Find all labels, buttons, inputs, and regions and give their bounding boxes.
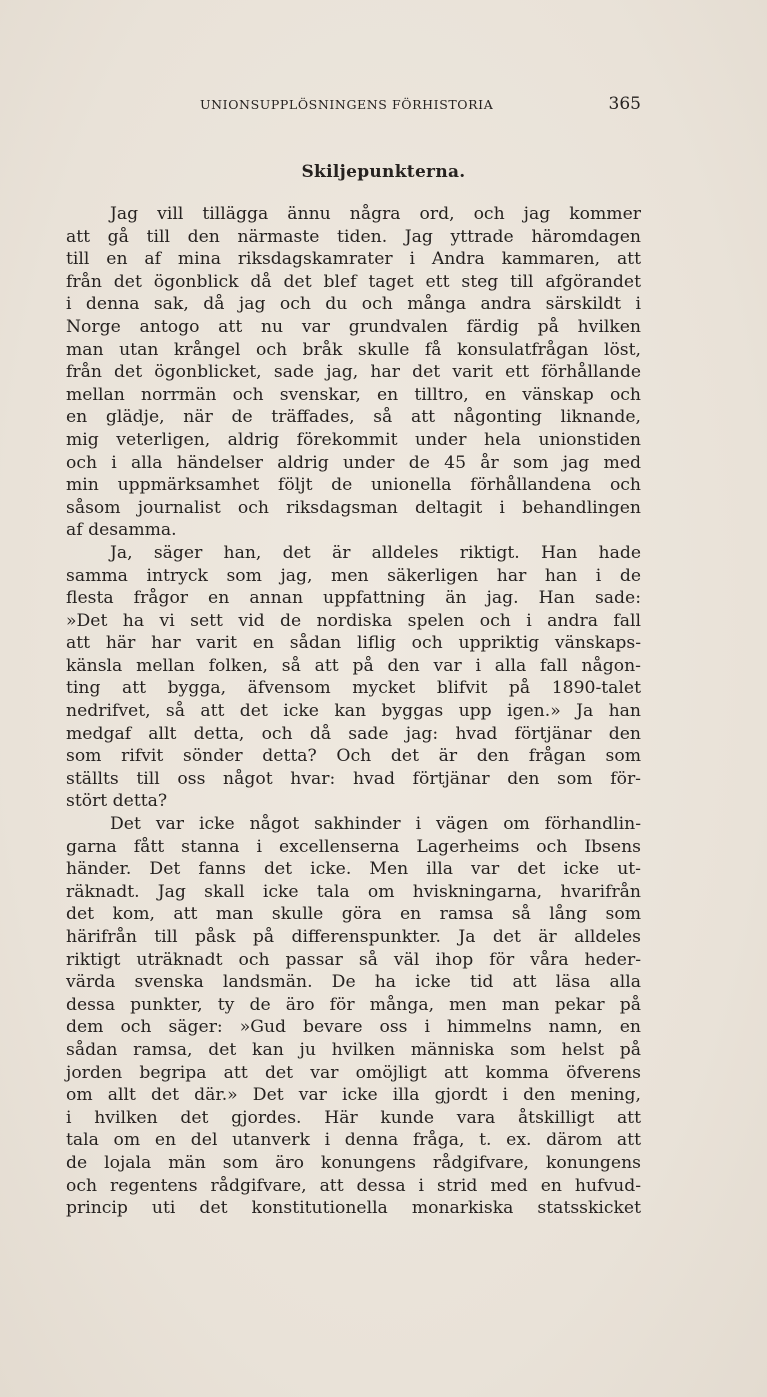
text-line: dessa punkter, ty de äro för många, men man pekar på [66,994,641,1015]
text-line: mellan norrmän och svenskar, en tilltro, en vänskap och [66,384,641,405]
text-line: af desamma. [66,520,177,541]
text-line: sådan ramsa, det kan ju hvilken människa som helst på [66,1039,641,1060]
text-line: att gå till den närmaste tiden. Jag yttrade häromdagen [66,226,641,247]
text-line: och regentens rådgifvare, att dessa i strid med en hufvud- [66,1175,641,1196]
running-head-title: UNIONSUPPLÖSNINGENS FÖRHISTORIA [200,97,494,112]
text-line: garna fått stanna i excellenserna Lagerheims och Ibsens [66,836,641,857]
text-line: att här har varit en sådan liflig och uppriktig vänskaps- [66,633,641,654]
text-line: jorden begripa att det var omöjligt att komma öfverens [66,1062,641,1083]
text-line: om allt det där.» Det var icke illa gjordt i den mening, [66,1085,641,1106]
text-line: flesta frågor en annan uppfattning än jag. Han sade: [66,588,641,609]
text-line: min uppmärksamhet följt de unionella förhållandena och [66,475,641,496]
text-line: samma intryck som jag, men säkerligen har han i de [66,565,641,586]
text-line: princip uti det konstitutionella monarkiska statsskicket [66,1198,641,1219]
page-number: 365 [608,94,641,114]
text-line: medgaf allt detta, och då sade jag: hvad förtjänar den [66,723,641,744]
text-line: mig veterligen, aldrig förekommit under hela unionstiden [66,429,641,450]
text-line: de lojala män som äro konungens rådgifvare, konungens [66,1152,641,1173]
text-line: riktigt uträknadt och passar så väl ihop för våra heder- [66,949,641,970]
text-line: händer. Det fanns det icke. Men illa var det icke ut- [66,859,641,880]
text-line: ting att bygga, äfvensom mycket blifvit på 1890-talet [66,678,641,699]
section-heading: Skiljepunkterna. [301,162,466,182]
text-line: nedrifvet, så att det icke kan byggas upp igen.» Ja han [66,701,641,722]
text-line: Ja, säger han, det är alldeles riktigt. Han hade [110,542,641,563]
text-line: värda svenska landsmän. De ha icke tid att läsa alla [66,972,641,993]
text-line: i denna sak, då jag och du och många andra särskildt i [66,294,641,315]
text-line: ställts till oss något hvar: hvad förtjänar den som för- [66,768,641,789]
text-line: Det var icke något sakhinder i vägen om förhandlin- [110,814,641,835]
text-line: och i alla händelser aldrig under de 45 år som jag med [66,452,641,473]
text-line: härifrån till påsk på differenspunkter. Ja det är alldeles [66,927,641,947]
text-line: Jag vill tillägga ännu några ord, och jag kommer [110,204,641,224]
text-line: från det ögonblick då det blef taget ett steg till afgörandet [66,271,641,292]
text-line: Norge antogo att nu var grundvalen färdig på hvilken [66,316,641,337]
text-line: »Det ha vi sett vid de nordiska spelen och i andra fall [66,610,641,631]
text-line: räknadt. Jag skall icke tala om hviskningarna, hvarifrån [66,881,641,902]
text-line: man utan krångel och bråk skulle få konsulatfrågan löst, [66,339,641,360]
text-line: känsla mellan folken, så att på den var i alla fall någon- [66,655,641,676]
text-line: stört detta? [66,791,168,812]
text-line: till en af mina riksdagskamrater i Andra kammaren, att [66,249,641,270]
text-line: i hvilken det gjordes. Här kunde vara åtskilligt att [66,1107,641,1128]
body-text [66,203,641,1220]
running-head [66,94,641,116]
text-line: tala om en del utanverk i denna fråga, t. ex. därom att [66,1130,641,1151]
text-line: såsom journalist och riksdagsman deltagit i behandlingen [66,497,641,518]
text-line: det kom, att man skulle göra en ramsa så lång som [66,904,641,925]
text-line: som rifvit sönder detta? Och det är den frågan som [66,746,641,767]
text-line: från det ögonblicket, sade jag, har det varit ett förhållande [66,362,641,383]
text-line: en glädje, när de träffades, så att någonting liknande, [66,407,641,428]
text-line: dem och säger: »Gud bevare oss i himmelns namn, en [66,1017,641,1038]
